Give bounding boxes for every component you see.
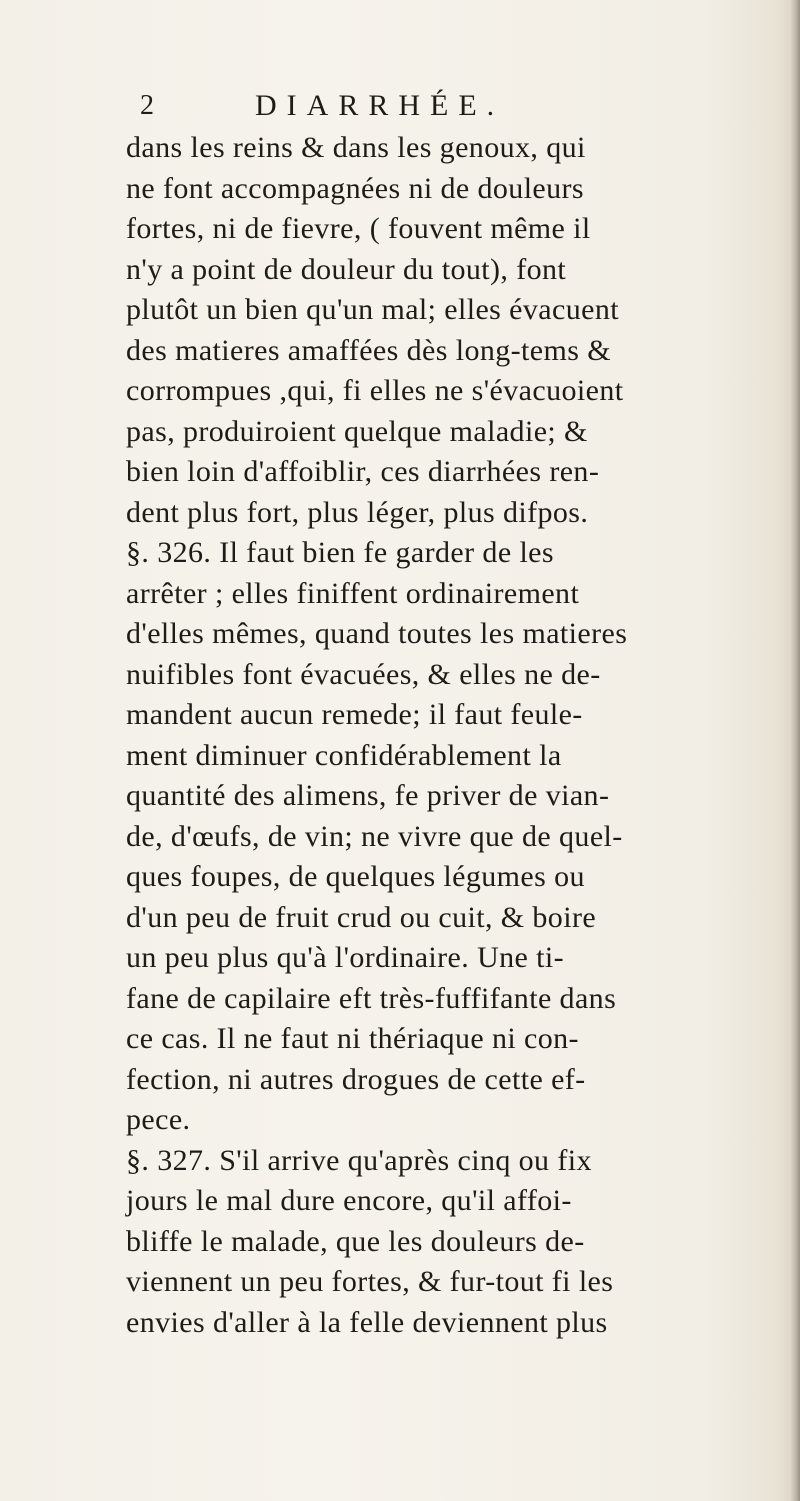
text-line: pece. (126, 1103, 191, 1136)
text-line: dans les reins & dans les genoux, qui (126, 131, 586, 164)
running-title: DIARRHÉE. (255, 89, 505, 122)
text-line: bliffe le malade, que les douleurs de- (126, 1224, 585, 1258)
text-line: bien loin d'affoiblir, ces diarrhées ren- (126, 455, 600, 488)
paragraph-327-start: §. 327. S'il arrive qu'après cinq ou fix (126, 1143, 592, 1177)
text-line: arrêter ; elles finiffent ordinairement (126, 576, 580, 610)
paragraph-326-start: §. 326. Il faut bien fe garder de les (126, 536, 554, 569)
text-line: de, d'œufs, de vin; ne vivre que de quel- (126, 819, 623, 853)
text-line: fection, ni autres drogues de cette ef- (126, 1062, 586, 1096)
text-line: fortes, ni de fievre, ( fouvent même il (126, 212, 591, 245)
text-line: fane de capilaire eft très-fuffifante dans (126, 981, 617, 1015)
text-line: ne font accompagnées ni de douleurs (126, 171, 585, 205)
text-line: viennent un peu fortes, & fur-tout fi les (126, 1265, 614, 1298)
text-line: envies d'aller à la felle deviennent plus (126, 1305, 608, 1339)
text-line: d'elles mêmes, quand toutes les matieres (126, 617, 628, 650)
text-line: des matieres amaffées dès long-tems & (126, 333, 611, 367)
text-line: dent plus fort, plus léger, plus difpos. (126, 495, 589, 529)
body-text (126, 128, 796, 1343)
text-line: nuifibles font évacuées, & elles ne de- (126, 657, 601, 691)
page-number: 2 (140, 90, 154, 121)
text-line: mandent aucun remede; il faut feule- (126, 698, 583, 731)
text-line: d'un peu de fruit crud ou cuit, & boire (126, 900, 597, 934)
text-line: ce cas. Il ne faut ni thériaque ni con- (126, 1022, 579, 1055)
text-line: jours le mal dure encore, qu'il affoi- (126, 1184, 572, 1217)
page-header (140, 86, 700, 126)
text-line: un peu plus qu'à l'ordinaire. Une ti- (126, 941, 565, 974)
text-line: n'y a point de douleur du tout), font (126, 252, 567, 286)
text-line: ment diminuer confidérablement la (126, 738, 562, 772)
text-line: plutôt un bien qu'un mal; elles évacuent (126, 293, 619, 326)
text-line: pas, produiroient quelque maladie; & (126, 414, 588, 448)
text-line: ques foupes, de quelques légumes ou (126, 860, 585, 893)
text-line: quantité des alimens, fe priver de vian- (126, 779, 610, 812)
text-line: corrompues ,qui, fi elles ne s'évacuoient (126, 374, 624, 407)
